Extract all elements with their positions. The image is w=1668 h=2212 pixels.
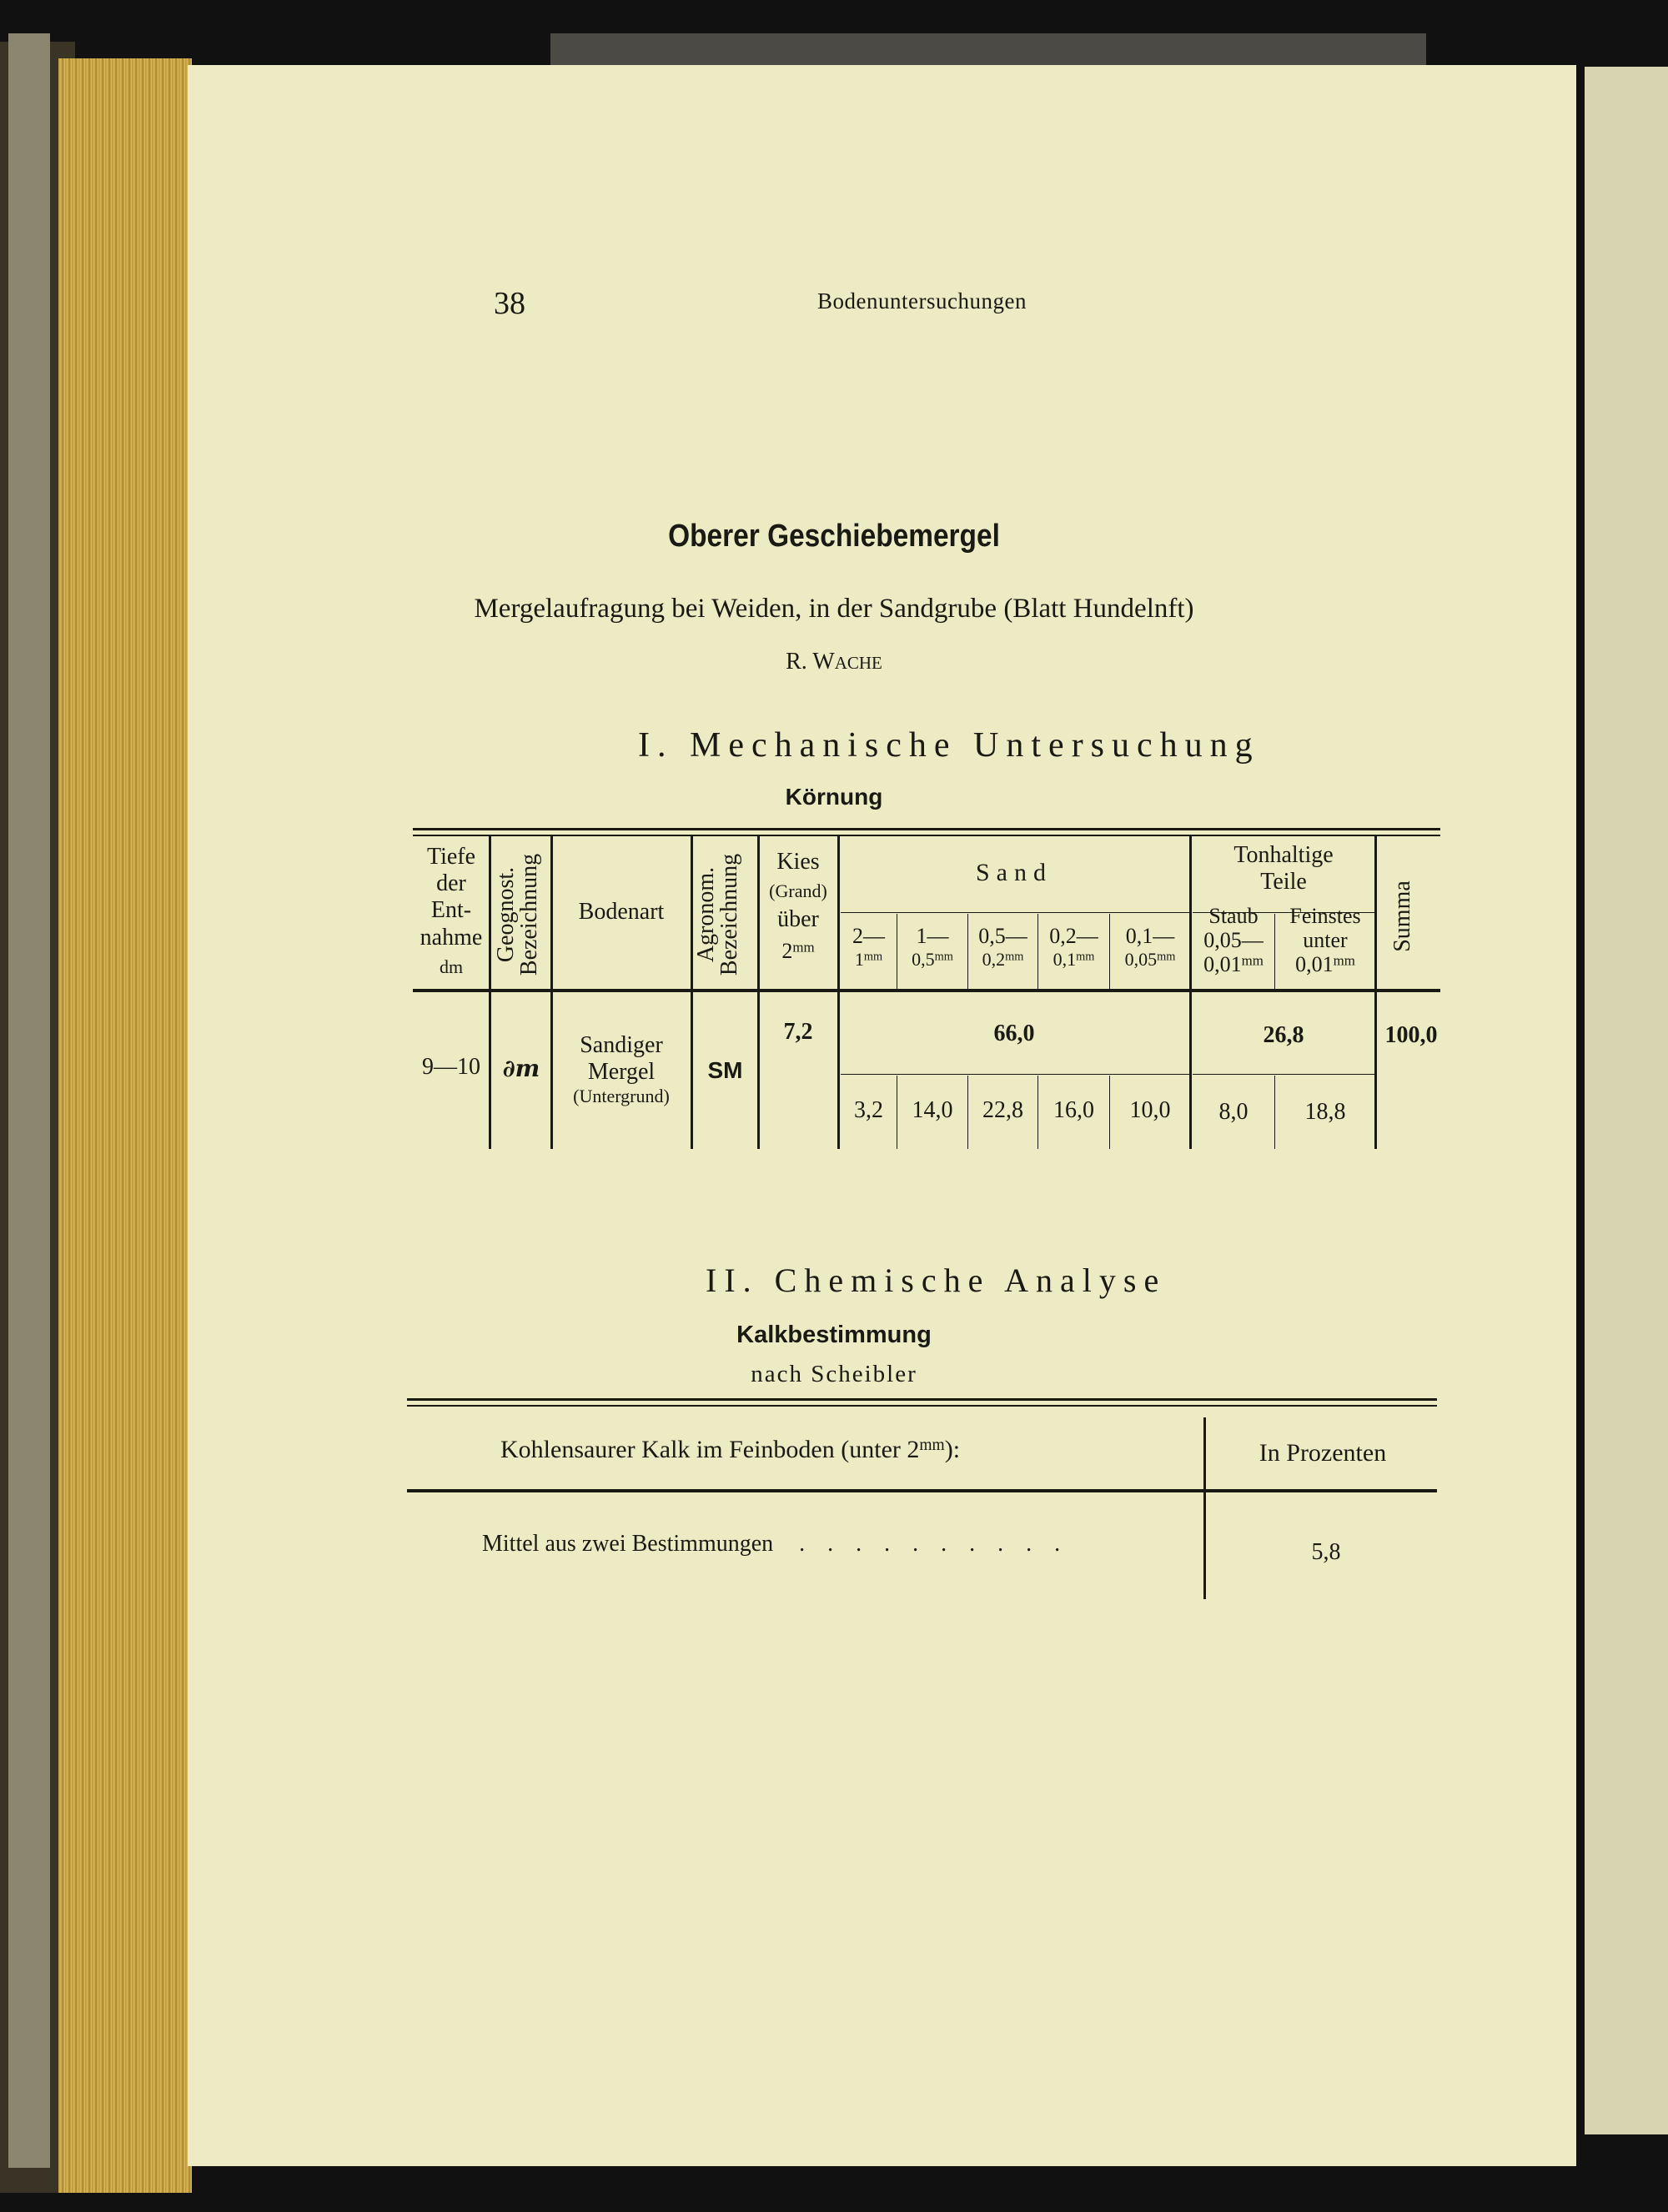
table2-row-label bbox=[482, 1531, 1199, 1557]
header-tiefe-line-3: Ent- bbox=[430, 897, 472, 924]
cell-bodenart bbox=[552, 1032, 691, 1107]
cell-sand-2: 14,0 bbox=[912, 1097, 953, 1123]
sand-col-1-bottom: $1^{mm}$ bbox=[854, 948, 883, 970]
book-spine-strip bbox=[8, 33, 50, 2168]
header-agronom bbox=[695, 840, 756, 990]
table2-row-label-text: Mittel aus zwei Bestimmungen bbox=[482, 1531, 774, 1557]
cell-ton-total: 26,8 bbox=[1263, 1022, 1304, 1048]
cell-sand-5: 10,0 bbox=[1129, 1097, 1171, 1123]
header-bodenart: Bodenart bbox=[578, 899, 665, 925]
header-summa: Summa bbox=[1389, 880, 1415, 952]
ton-col-1-top: Staub bbox=[1208, 904, 1259, 928]
header-ton-col-1 bbox=[1193, 904, 1274, 976]
table2-header-rule bbox=[407, 1489, 1437, 1492]
sand-col-3-bottom: $0,2^{mm}$ bbox=[982, 948, 1024, 970]
section-subheading-kalk: Kalkbestimmung bbox=[736, 1322, 932, 1348]
section-method: nach Scheibler bbox=[751, 1361, 917, 1387]
section-heading-mechanische: I. Mechanische Untersuchung bbox=[638, 726, 1260, 765]
header-agronom-line-1: Agronom. bbox=[693, 866, 719, 963]
table1-top-rule-2 bbox=[413, 835, 1440, 836]
header-tonhaltige bbox=[1192, 842, 1375, 895]
page-subtitle: Mergelaufragung bei Weiden, in der Sandgrube (Blatt Hundelnft) bbox=[474, 594, 1194, 624]
page-title: Oberer Geschiebemergel bbox=[668, 519, 1000, 554]
header-tonhaltige-line-1: Tonhaltige bbox=[1233, 842, 1334, 868]
cell-kies: 7,2 bbox=[783, 1019, 813, 1045]
cell-sand-3: 22,8 bbox=[982, 1097, 1023, 1123]
header-kies bbox=[758, 849, 838, 964]
header-sand: Sand bbox=[976, 859, 1053, 886]
sand-col-4-bottom: $0,1^{mm}$ bbox=[1053, 948, 1095, 970]
cell-tiefe: 9—10 bbox=[422, 1054, 480, 1080]
header-geognost bbox=[495, 840, 556, 990]
table2-top-rule-2 bbox=[407, 1405, 1437, 1407]
ton-col-1-mid: 0,05— bbox=[1203, 928, 1264, 953]
table1-sand-values-rule bbox=[841, 1074, 1189, 1075]
header-sand-col-1 bbox=[841, 924, 897, 970]
sand-col-1-top: 2— bbox=[852, 924, 885, 948]
header-tiefe-line-1: Tiefe bbox=[426, 844, 476, 870]
sand-col-3-top: 0,5— bbox=[978, 924, 1027, 948]
table2-col2-header: In Prozenten bbox=[1259, 1439, 1387, 1467]
table2-top-rule bbox=[407, 1398, 1437, 1401]
author-initial: R. W bbox=[786, 649, 835, 675]
table2-row-value: 5,8 bbox=[1311, 1539, 1341, 1565]
section-subheading-koernung: Körnung bbox=[785, 784, 883, 810]
author bbox=[0, 649, 1668, 675]
header-agronom-line-2: Bezeichnung bbox=[716, 853, 742, 976]
header-kies-line-3: über bbox=[777, 906, 819, 933]
header-tonhaltige-line-2: Teile bbox=[1260, 869, 1307, 895]
book-cover-top bbox=[550, 33, 1426, 67]
ton-col-2-bottom: $0,01^{mm}$ bbox=[1295, 952, 1355, 977]
cell-ton-1: 8,0 bbox=[1218, 1099, 1248, 1125]
ton-col-2-top: Feinstes bbox=[1289, 904, 1361, 928]
header-kies-line-1: Kies bbox=[776, 849, 820, 875]
header-sand-col-4 bbox=[1038, 924, 1109, 970]
header-tiefe bbox=[413, 844, 490, 977]
table1-top-rule bbox=[413, 828, 1440, 830]
cell-agronom: SM bbox=[707, 1057, 743, 1083]
cell-bodenart-line-3: (Untergrund) bbox=[573, 1086, 670, 1107]
table1-ton-values-rule bbox=[1193, 1074, 1376, 1075]
page-edges bbox=[58, 58, 192, 2193]
table2-row-leader: . . . . . . . . . . bbox=[799, 1531, 1069, 1557]
header-geognost-line-2: Bezeichnung bbox=[516, 853, 542, 976]
header-kies-line-2: (Grand) bbox=[769, 880, 827, 902]
facing-page-edge bbox=[1585, 67, 1668, 2134]
sand-col-5-top: 0,1— bbox=[1125, 924, 1175, 948]
page-number: 38 bbox=[494, 286, 525, 321]
cell-ton-2: 18,8 bbox=[1304, 1099, 1346, 1125]
running-title: Bodenuntersuchungen bbox=[817, 288, 1027, 313]
header-kies-line-4: $2^{mm}$ bbox=[781, 938, 815, 963]
cell-geognost: ∂m bbox=[502, 1055, 540, 1082]
cell-summa: 100,0 bbox=[1384, 1022, 1438, 1048]
cell-bodenart-line-1: Sandiger bbox=[580, 1032, 663, 1058]
header-tiefe-line-2: der bbox=[436, 870, 466, 897]
header-tiefe-line-4: nahme bbox=[420, 924, 483, 951]
header-geognost-line-1: Geognost. bbox=[493, 866, 519, 963]
table1-sand-sub-rule bbox=[841, 912, 1189, 913]
section-heading-chemische: II. Chemische Analyse bbox=[706, 1261, 1167, 1299]
header-ton-col-2 bbox=[1275, 904, 1375, 976]
cell-sand-4: 16,0 bbox=[1053, 1097, 1094, 1123]
header-tiefe-unit: dm bbox=[439, 956, 464, 977]
table2-col1-header: Kohlensaurer Kalk im Feinboden (unter $2^{mm}$): bbox=[500, 1436, 961, 1463]
sand-col-2-top: 1— bbox=[916, 924, 949, 948]
cell-sand-1: 3,2 bbox=[854, 1097, 883, 1123]
cell-sand-total: 66,0 bbox=[993, 1021, 1035, 1046]
cell-bodenart-line-2: Mergel bbox=[587, 1059, 656, 1086]
table1-header-rule bbox=[413, 989, 1440, 992]
sand-col-5-bottom: $0,05^{mm}$ bbox=[1124, 948, 1176, 970]
header-sand-col-5 bbox=[1110, 924, 1190, 970]
sand-col-4-top: 0,2— bbox=[1049, 924, 1098, 948]
header-sand-col-3 bbox=[968, 924, 1037, 970]
ton-col-1-bottom: $0,01^{mm}$ bbox=[1203, 952, 1264, 977]
ton-col-2-mid: unter bbox=[1303, 928, 1348, 953]
author-rest: ACHE bbox=[834, 653, 882, 673]
header-sand-col-2 bbox=[897, 924, 967, 970]
sand-col-2-bottom: $0,5^{mm}$ bbox=[912, 948, 953, 970]
